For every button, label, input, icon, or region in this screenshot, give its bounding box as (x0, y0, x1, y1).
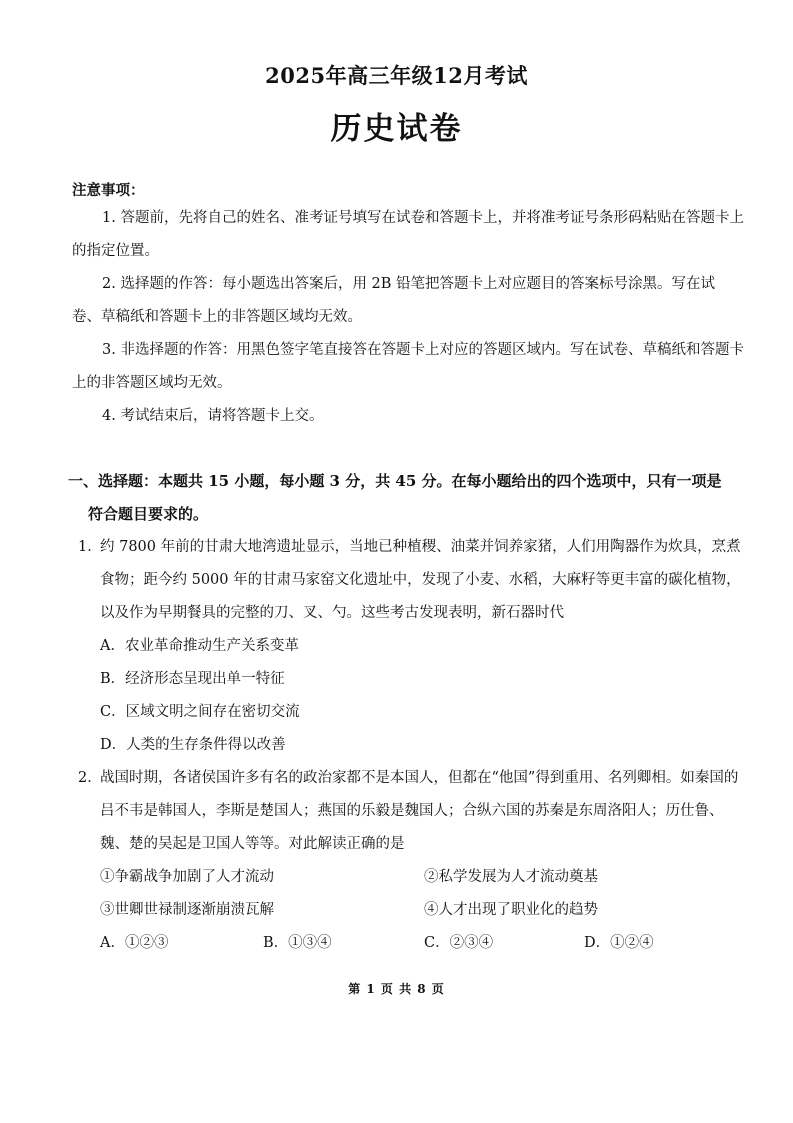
question-number: 1． (78, 539, 102, 555)
subject-title: 历史试卷 (330, 111, 463, 147)
page-footer: 第 1 页 共 8 页 (348, 982, 445, 996)
section-heading-line1: 一、选择题：本题共 15 小题，每小题 3 分，共 45 分。在每小题给出的四个选项中，只有一项是 (68, 472, 722, 490)
exam-title: 2025年高三年级12月考试 (265, 63, 528, 88)
question-stem: 约 7800 年前的甘肃大地湾遗址显示，当地已种植稷、油菜并饲养家猪，人们用陶器作为炊具，烹煮食物；距今约 5000 年的甘肃马家窑文化遗址中，发现了小麦、水稻，大麻籽等更丰富的碳化植物，以及作为早期餐具的完整的刀、叉、勺。这些考古发现表明，新石器时代 (100, 539, 741, 621)
q2-option-d: D．①②④ (584, 935, 654, 951)
q2-option-c: C．②③④ (424, 935, 494, 951)
note-item-1: 1. 答题前，先将自己的姓名、准考证号填写在试卷和答题卡上，并将准考证号条形码粘贴在答题卡上的指定位置。 (72, 210, 744, 259)
q2-statement-3: ③世卿世禄制逐渐崩溃瓦解 (100, 902, 274, 918)
q2-statement-1: ①争霸战争加剧了人才流动 (100, 869, 274, 885)
section-heading (68, 465, 746, 531)
note-item-2: 2. 选择题的作答：每小题选出答案后，用 2B 铅笔把答题卡上对应题目的答案标号涂黑。写在试卷、草稿纸和答题卡上的非答题区域均无效。 (72, 276, 716, 325)
q2-option-a: A．①②③ (100, 935, 169, 951)
section-heading-line2: 符合题目要求的。 (88, 505, 209, 523)
q2-statement-4: ④人才出现了职业化的趋势 (424, 902, 598, 918)
q1-option-d: D．人类的生存条件得以改善 (100, 737, 286, 753)
notes-heading: 注意事项： (72, 182, 145, 199)
note-item-3: 3. 非选择题的作答：用黑色签字笔直接答在答题卡上对应的答题区域内。写在试卷、草稿纸和答题卡上的非答题区域均无效。 (72, 342, 744, 391)
q2-option-b: B．①③④ (263, 935, 332, 951)
question-number: 2． (78, 770, 102, 786)
q1-option-c: C．区域文明之间存在密切交流 (100, 704, 300, 720)
question-1 (78, 531, 746, 630)
q2-statement-2: ②私学发展为人才流动奠基 (424, 869, 598, 885)
q1-option-a: A．农业革命推动生产关系变革 (100, 638, 299, 654)
question-2 (78, 762, 746, 861)
question-stem: 战国时期，各诸侯国许多有名的政治家都不是本国人，但都在“他国”得到重用、名列卿相。如秦国的吕不韦是韩国人，李斯是楚国人；燕国的乐毅是魏国人；合纵六国的苏秦是东周洛阳人；历仕鲁、魏、楚的吴起是卫国人等等。对此解读正确的是 (100, 770, 739, 852)
note-item-4: 4. 考试结束后，请将答题卡上交。 (102, 408, 324, 424)
q1-option-b: B．经济形态呈现出单一特征 (100, 671, 285, 687)
